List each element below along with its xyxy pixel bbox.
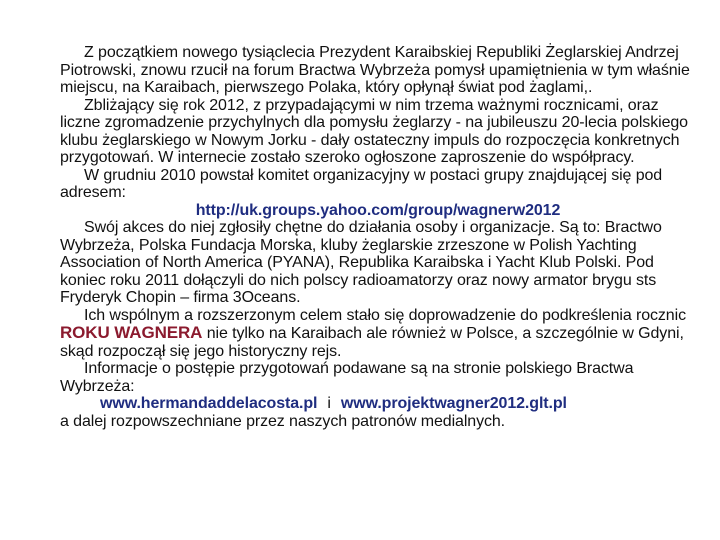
paragraph-info: Informacje o postępie przygotowań podawane są na stronie polskiego Bractwa Wybrzeża: <box>60 360 634 395</box>
websites-line <box>60 395 696 413</box>
paragraph-committee: W grudniu 2010 powstał komitet organizacyjny w postaci grupy znajdującej się pod adresem: <box>60 166 663 201</box>
url-separator: i <box>327 395 331 412</box>
paragraph-anniversary: Zbliżający się rok 2012, z przypadającymi w nim trzema ważnymi rocznicami, oraz liczne zgromadzenie przychylnych dla pomysłu żeglarzy - na jubileuszu 20-lecia polskiego klubu żeglarskiego w Nowym Jorku - dały ostateczny impuls do rozpoczęcia konkretnych przygotowań. W internecie zostało szeroko ogłoszone zaproszenie do współpracy. <box>60 96 688 166</box>
projekt-wagner-link[interactable]: www.projektwagner2012.glt.pl <box>340 395 567 412</box>
roku-wagnera-highlight: ROKU WAGNERA <box>60 323 203 342</box>
article-text <box>60 44 696 430</box>
paragraph-goal <box>60 307 696 361</box>
yahoo-group-link[interactable]: http://uk.groups.yahoo.com/group/wagnerw2012 <box>195 201 561 219</box>
paragraph-members: Swój akces do niej zgłosiły chętne do działania osoby i organizacje. Są to: Bractwo Wybrzeża, Polska Fundacja Morska, kluby żeglarskie zrzeszone w Polish Yachting Association of North America (PYANA), Republika Karaibska i Yacht Klub Polski. Pod koniec roku 2011 dołączyli do nich polscy radioamatorzy oraz nowy armator brygu sts Fryderyk Chopin – firma 3Oceans. <box>60 219 662 306</box>
hermandad-link[interactable]: www.hermandaddelacosta.pl <box>100 395 318 412</box>
goal-text-end: nie tylko na Karaibach ale również w Polsce, a szczególnie w Gdyni, skąd rozpoczął się jego historyczny rejs. <box>60 325 684 360</box>
goal-text-start: Ich wspólnym a rozszerzonym celem stało się doprowadzenie do podkreślenia rocznic <box>84 306 686 324</box>
paragraph-intro: Z początkiem nowego tysiąclecia Prezydent Karaibskiej Republiki Żeglarskiej Andrzej Piotrowski, znowu rzucił na forum Bractwa Wybrzeża pomysł upamiętnienia w tym właśnie miejscu, na Karaibach, pierwszego Polaka, który opłynął świat pod żaglami,. <box>60 44 690 96</box>
paragraph-closing: a dalej rozpowszechniane przez naszych patronów medialnych. <box>60 412 506 430</box>
